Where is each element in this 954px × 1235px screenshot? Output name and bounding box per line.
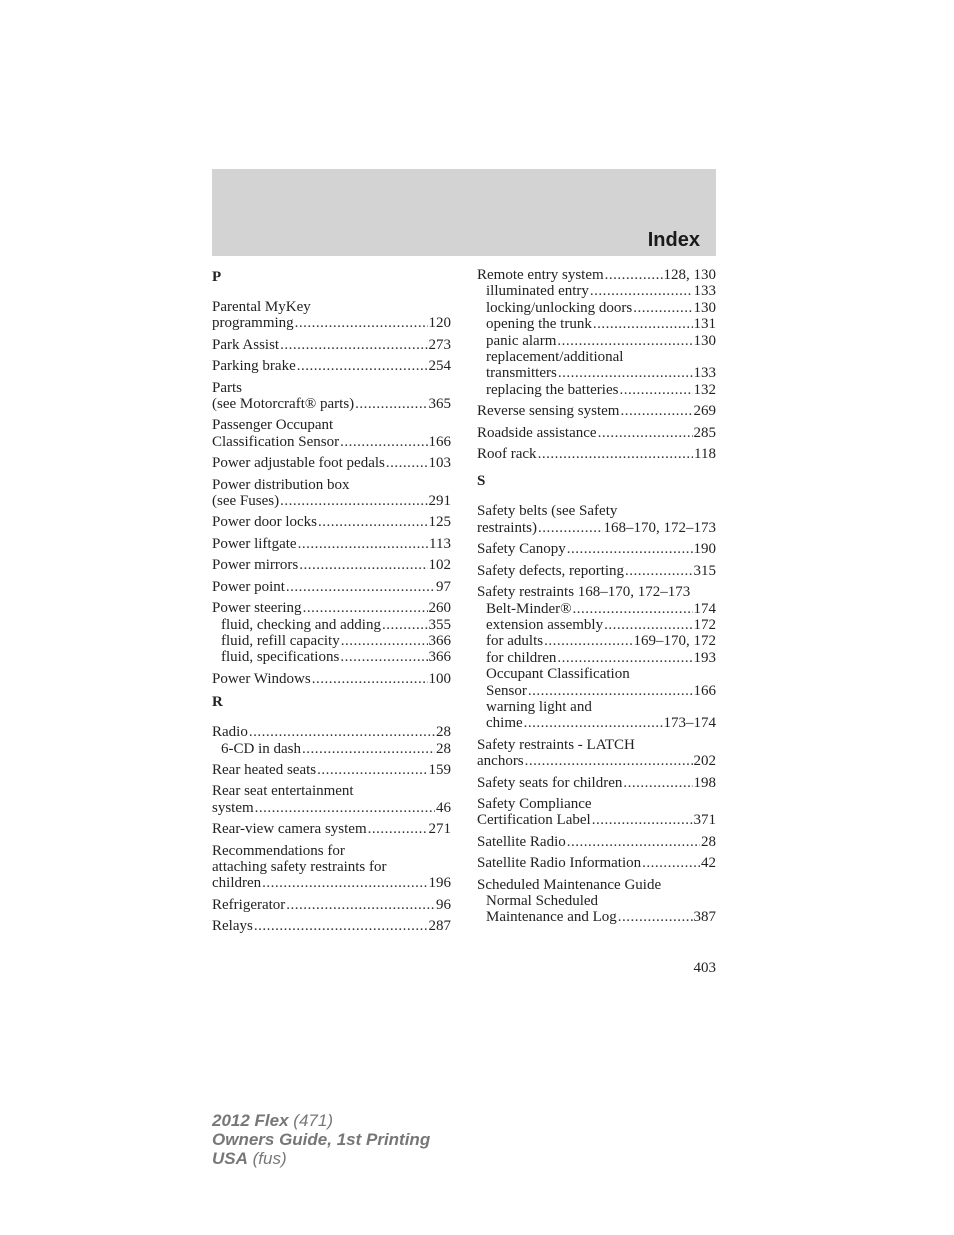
index-entry — [212, 897, 451, 913]
entry-text: Safety seats for children — [477, 774, 623, 791]
index-entry — [477, 446, 716, 462]
entry-text: Remote entry system — [477, 267, 604, 283]
index-subentry-line — [212, 617, 451, 633]
index-entry-line — [212, 859, 451, 875]
page-title: Index — [647, 229, 700, 251]
index-entry-line — [212, 875, 451, 891]
entry-page-ref: 387 — [693, 909, 716, 926]
index-entry-line — [212, 671, 451, 687]
entry-page-ref: 46 — [436, 799, 451, 816]
entry-text: Roof rack — [477, 446, 537, 463]
index-subentry-line — [212, 741, 451, 757]
entry-text: Parental MyKey — [212, 299, 311, 315]
index-entry-line — [212, 724, 451, 740]
entry-page-ref: 133 — [693, 365, 716, 382]
entry-page-ref: 287 — [428, 918, 451, 935]
entry-text: Occupant Classification — [486, 666, 630, 683]
entry-page-ref: 173–174 — [663, 715, 716, 732]
index-subentry-line — [477, 617, 716, 633]
entry-text: (see Fuses) — [212, 493, 280, 510]
index-entry — [477, 584, 716, 732]
index-entry-line — [212, 843, 451, 859]
entry-text: panic alarm — [486, 332, 557, 349]
dot-leader — [538, 520, 603, 536]
dot-leader — [590, 283, 693, 299]
index-subentry-line — [212, 633, 451, 649]
index-entry — [212, 477, 451, 510]
entry-text: extension assembly — [486, 616, 604, 633]
entry-text: Park Assist — [212, 336, 280, 353]
entry-text: Rear heated seats — [212, 761, 317, 778]
index-subentry-line — [477, 333, 716, 349]
entry-text: Power liftgate — [212, 535, 297, 552]
section-letter: P — [212, 269, 222, 285]
index-entry-line — [212, 897, 451, 913]
footer-market-code: (fus) — [252, 1149, 287, 1168]
entry-page-ref: 125 — [428, 514, 451, 531]
entry-text: anchors — [477, 753, 524, 770]
dot-leader — [382, 617, 428, 633]
entry-page-ref: 291 — [428, 493, 451, 510]
entry-page-ref: 269 — [693, 403, 716, 420]
index-entry — [212, 918, 451, 934]
index-entry-line — [477, 877, 716, 893]
entry-page-ref: 103 — [428, 455, 451, 472]
entry-text: Safety belts (see Safety — [477, 503, 618, 520]
index-entry — [212, 557, 451, 573]
entry-page-ref: 118 — [694, 446, 716, 463]
index-subentry-line — [477, 633, 716, 649]
dot-leader — [286, 897, 435, 913]
dot-leader — [297, 358, 428, 374]
index-entry — [212, 514, 451, 530]
entry-text: restraints) — [477, 519, 537, 536]
dot-leader — [620, 403, 692, 419]
entry-text: 6-CD in dash — [221, 740, 301, 757]
index-subentry-line — [477, 683, 716, 699]
index-subentry-line — [477, 666, 716, 682]
dot-leader — [249, 724, 435, 740]
dot-leader — [558, 365, 693, 381]
index-subentry-line — [477, 715, 716, 731]
index-entry-line — [477, 503, 716, 519]
entry-page-ref: 28 — [436, 740, 451, 757]
index-subentry-line — [477, 349, 716, 365]
entry-text: Maintenance and Log — [486, 909, 617, 926]
entry-page-ref: 196 — [428, 875, 451, 892]
index-entry-line — [212, 514, 451, 530]
index-entry-line — [212, 821, 451, 837]
index-entry-line — [477, 425, 716, 441]
entry-text: Safety restraints 168–170, 172–173 — [477, 584, 691, 601]
entry-page-ref: 273 — [428, 336, 451, 353]
entry-text: Parking brake — [212, 358, 296, 375]
entry-text: fluid, specifications — [221, 649, 340, 666]
entry-text: Safety Canopy — [477, 541, 566, 558]
dot-leader — [368, 821, 428, 837]
footer-line-3 — [212, 1149, 430, 1168]
entry-text: (see Motorcraft® parts) — [212, 396, 355, 413]
dot-leader — [633, 300, 692, 316]
index-entry-line — [212, 477, 451, 493]
entry-page-ref: 271 — [428, 821, 451, 838]
dot-leader — [299, 557, 427, 573]
index-entry — [212, 724, 451, 757]
entry-text: Radio — [212, 724, 248, 741]
entry-page-ref: 120 — [428, 315, 451, 332]
index-entry — [212, 380, 451, 413]
entry-text: fluid, refill capacity — [221, 632, 340, 649]
index-subentry-line — [477, 283, 716, 299]
entry-text: Recommendations for — [212, 842, 345, 859]
index-entry-line — [477, 446, 716, 462]
index-entry — [212, 455, 451, 471]
dot-leader — [340, 649, 427, 665]
index-entry — [212, 671, 451, 687]
index-entry — [477, 796, 716, 829]
entry-page-ref: 100 — [428, 670, 451, 687]
entry-page-ref: 315 — [693, 562, 716, 579]
entry-page-ref: 102 — [428, 557, 451, 574]
entry-text: Safety Compliance — [477, 795, 592, 812]
entry-page-ref: 198 — [693, 774, 716, 791]
index-entry — [212, 417, 451, 450]
index-entry-line — [212, 800, 451, 816]
entry-page-ref: 128, 130 — [663, 267, 716, 283]
entry-text: Passenger Occupant — [212, 417, 334, 434]
index-entry-line — [212, 455, 451, 471]
index-entry-line — [212, 579, 451, 595]
entry-page-ref: 132 — [693, 381, 716, 398]
index-column-left — [212, 267, 451, 940]
entry-text: Power distribution box — [212, 476, 350, 493]
entry-page-ref: 355 — [428, 616, 451, 633]
entry-text: attaching safety restraints for — [212, 858, 387, 875]
index-entry-line — [212, 557, 451, 573]
dot-leader — [557, 650, 692, 666]
index-entry — [212, 821, 451, 837]
index-entry — [477, 737, 716, 770]
entry-text: Power Windows — [212, 670, 311, 687]
entry-text: Power door locks — [212, 514, 317, 531]
entry-text: Classification Sensor — [212, 433, 340, 450]
dot-leader — [557, 333, 692, 349]
index-entry — [212, 299, 451, 332]
index-entry — [212, 783, 451, 816]
dot-leader — [544, 633, 632, 649]
entry-page-ref: 254 — [428, 358, 451, 375]
index-entry — [212, 762, 451, 778]
index-subentry-line — [477, 601, 716, 617]
entry-page-ref: 193 — [693, 649, 716, 666]
section-letter: R — [212, 694, 223, 711]
index-entry-line — [477, 812, 716, 828]
index-entry-line — [212, 783, 451, 799]
entry-text: Rear seat entertainment — [212, 783, 354, 800]
index-entry — [477, 503, 716, 536]
entry-page-ref: 168–170, 172–173 — [603, 519, 716, 536]
entry-page-ref: 202 — [693, 753, 716, 770]
index-entry-line — [477, 834, 716, 850]
entry-text: illuminated entry — [486, 283, 589, 300]
index-entry-line — [477, 796, 716, 812]
index-subentry-line — [477, 699, 716, 715]
entry-page-ref: 159 — [428, 761, 451, 778]
index-entry — [212, 536, 451, 552]
index-entry — [477, 775, 716, 791]
entry-text: locking/unlocking doors — [486, 299, 633, 316]
index-entry-line — [212, 358, 451, 374]
entry-page-ref: 113 — [429, 535, 451, 552]
entry-text: Power adjustable foot pedals — [212, 455, 385, 472]
footer-line-1 — [212, 1111, 430, 1130]
index-entry — [212, 843, 451, 892]
index-entry-line — [212, 337, 451, 353]
dot-leader — [312, 671, 428, 687]
entry-text: fluid, checking and adding — [221, 616, 381, 633]
index-subentry-line — [477, 382, 716, 398]
entry-text: children — [212, 875, 262, 892]
footer-printing: Owners Guide, 1st Printing — [212, 1130, 431, 1149]
footer-model: 2012 Flex — [212, 1111, 289, 1130]
index-subentry-line — [477, 365, 716, 381]
dot-leader — [604, 617, 692, 633]
entry-text: Refrigerator — [212, 896, 286, 913]
index-entry — [477, 403, 716, 419]
dot-leader — [298, 536, 428, 552]
dot-leader — [317, 762, 427, 778]
index-entry-line — [477, 520, 716, 536]
entry-page-ref: 365 — [428, 396, 451, 413]
dot-leader — [355, 396, 427, 412]
entry-page-ref: 371 — [693, 812, 716, 829]
entry-page-ref: 169–170, 172 — [633, 633, 716, 650]
entry-text: replacement/additional — [486, 349, 624, 366]
dot-leader — [625, 563, 692, 579]
index-entry — [477, 267, 716, 398]
index-entry-line — [212, 315, 451, 331]
entry-page-ref: 28 — [701, 833, 716, 850]
entry-page-ref: 28 — [436, 724, 451, 741]
index-subentry-line — [477, 300, 716, 316]
dot-leader — [567, 541, 693, 557]
index-entry — [477, 425, 716, 441]
index-subentry-line — [212, 649, 451, 665]
entry-page-ref: 131 — [693, 316, 716, 333]
section-letter: S — [477, 473, 486, 490]
entry-text: transmitters — [486, 365, 557, 382]
dot-leader — [619, 382, 692, 398]
entry-text: for children — [486, 649, 557, 666]
index-entry — [477, 877, 716, 926]
entry-text: opening the trunk — [486, 316, 592, 333]
index-entry-line — [212, 493, 451, 509]
dot-leader — [593, 316, 693, 332]
entry-text: system — [212, 799, 254, 816]
entry-text: Parts — [212, 379, 242, 396]
dot-leader — [525, 753, 693, 769]
entry-page-ref: 285 — [693, 424, 716, 441]
dot-leader — [598, 425, 693, 441]
entry-text: Certification Label — [477, 812, 591, 829]
index-entry — [477, 834, 716, 850]
entry-text: chime — [486, 715, 523, 732]
dot-leader — [528, 683, 693, 699]
dot-leader — [341, 633, 428, 649]
entry-page-ref: 133 — [693, 283, 716, 300]
index-entry-line — [212, 434, 451, 450]
dot-leader — [605, 267, 663, 283]
entry-text: Sensor — [486, 682, 527, 699]
dot-leader — [280, 337, 427, 353]
dot-leader — [254, 918, 428, 934]
dot-leader — [302, 741, 435, 757]
dot-leader — [386, 455, 428, 471]
dot-leader — [318, 514, 428, 530]
index-entry — [212, 600, 451, 666]
entry-text: Safety restraints - LATCH — [477, 736, 635, 753]
entry-text: Power point — [212, 578, 285, 595]
entry-text: Safety defects, reporting — [477, 562, 625, 579]
index-subentry-line — [477, 650, 716, 666]
index-entry-line — [477, 775, 716, 791]
entry-text: for adults — [486, 633, 544, 650]
page-number: 403 — [693, 960, 716, 976]
index-entry-line — [477, 563, 716, 579]
entry-page-ref: 172 — [693, 616, 716, 633]
dot-leader — [303, 600, 428, 616]
entry-text: warning light and — [486, 698, 592, 715]
dot-leader — [538, 446, 693, 462]
dot-leader — [280, 493, 427, 509]
index-entry — [212, 579, 451, 595]
index-subentry-line — [477, 316, 716, 332]
index-column-right — [477, 267, 716, 931]
entry-page-ref: 130 — [693, 299, 716, 316]
dot-leader — [255, 800, 435, 816]
entry-page-ref: 260 — [428, 600, 451, 617]
dot-leader — [618, 909, 693, 925]
index-entry-line — [477, 753, 716, 769]
index-subentry-line — [477, 909, 716, 925]
dot-leader — [567, 834, 700, 850]
entry-page-ref: 174 — [693, 600, 716, 617]
dot-leader — [262, 875, 427, 891]
entry-text: Relays — [212, 918, 253, 935]
entry-page-ref: 166 — [428, 433, 451, 450]
index-entry — [477, 855, 716, 871]
dot-leader — [623, 775, 692, 791]
index-entry-line — [212, 396, 451, 412]
index-entry-line — [477, 737, 716, 753]
footer-line-2 — [212, 1130, 430, 1149]
entry-page-ref: 366 — [428, 632, 451, 649]
dot-leader — [340, 434, 427, 450]
index-entry-line — [212, 600, 451, 616]
dot-leader — [295, 315, 428, 331]
index-entry-line — [477, 584, 716, 600]
entry-text: Roadside assistance — [477, 424, 597, 441]
entry-page-ref: 366 — [428, 649, 451, 666]
entry-text: Scheduled Maintenance Guide — [477, 876, 662, 893]
dot-leader — [592, 812, 693, 828]
index-entry-line — [212, 536, 451, 552]
footer-model-code: (471) — [293, 1111, 333, 1130]
index-entry-line — [477, 267, 716, 283]
index-entry-line — [212, 380, 451, 396]
index-entry-line — [212, 762, 451, 778]
header-band — [212, 169, 716, 256]
dot-leader — [286, 579, 435, 595]
dot-leader — [573, 601, 693, 617]
entry-text: Reverse sensing system — [477, 403, 620, 420]
entry-text: programming — [212, 315, 294, 332]
entry-text: Power steering — [212, 600, 302, 617]
index-entry-line — [212, 417, 451, 433]
entry-text: Rear-view camera system — [212, 821, 367, 838]
index-entry-line — [477, 541, 716, 557]
entry-text: replacing the batteries — [486, 381, 619, 398]
index-entry-line — [477, 403, 716, 419]
footer — [212, 1111, 430, 1168]
entry-page-ref: 130 — [693, 332, 716, 349]
dot-leader — [524, 715, 663, 731]
index-entry — [477, 563, 716, 579]
entry-text: Normal Scheduled — [486, 893, 599, 909]
index-entry-line — [477, 855, 716, 871]
index-subentry-line — [477, 893, 716, 909]
entry-page-ref: 190 — [693, 541, 716, 558]
footer-market: USA — [212, 1149, 248, 1168]
index-entry — [212, 337, 451, 353]
entry-text: Satellite Radio — [477, 833, 566, 850]
entry-text: Belt-Minder® — [486, 600, 572, 617]
dot-leader — [642, 855, 700, 871]
index-entry-line — [212, 299, 451, 315]
index-entry-line — [212, 918, 451, 934]
entry-page-ref: 96 — [436, 896, 451, 913]
entry-page-ref: 166 — [693, 682, 716, 699]
entry-text: Satellite Radio Information — [477, 855, 642, 872]
index-entry — [477, 541, 716, 557]
entry-text: Power mirrors — [212, 557, 299, 574]
entry-page-ref: 97 — [436, 578, 451, 595]
index-entry — [212, 358, 451, 374]
entry-page-ref: 42 — [701, 855, 716, 872]
